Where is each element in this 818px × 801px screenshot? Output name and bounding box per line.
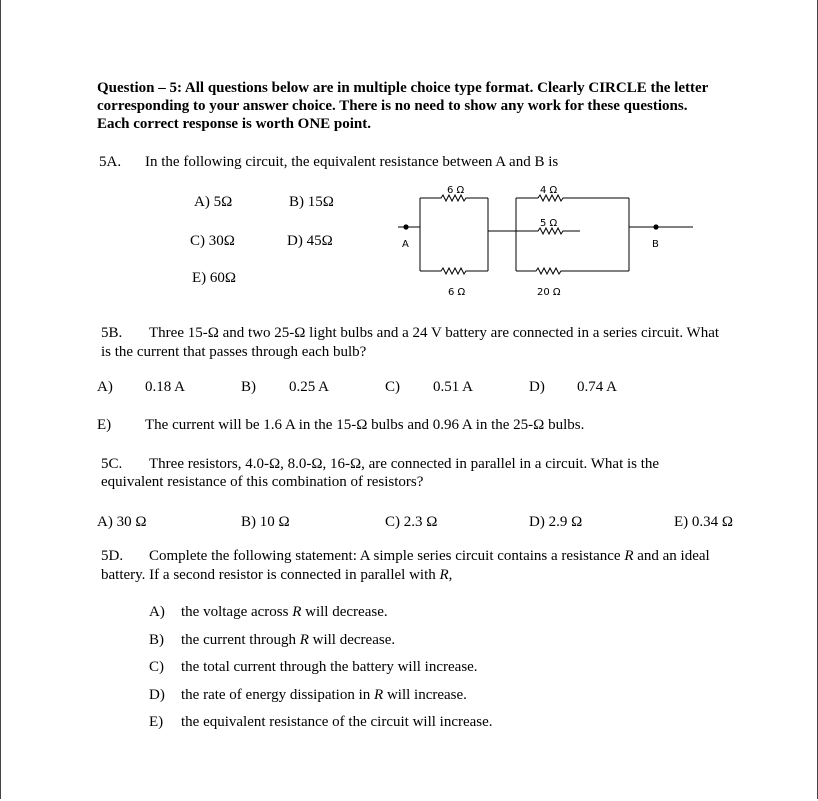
q5c-choice-e[interactable]: E) 0.34 Ω — [674, 514, 734, 530]
q5d-choice-a-text[interactable]: the voltage across R will decrease. — [181, 604, 388, 620]
label-r-top-left: 6 Ω — [447, 185, 465, 196]
var-r: R — [299, 632, 309, 648]
q5a-stem: In the following circuit, the equivalent resistance between A and B is — [145, 154, 559, 170]
resistor-top-right — [516, 195, 629, 201]
label-node-b: B — [652, 239, 659, 250]
q5d-stem-line-2: battery. If a second resistor is connected in parallel with R, — [101, 567, 453, 583]
q5a-choice-a[interactable]: A) 5Ω — [194, 194, 233, 210]
label-node-a: A — [402, 239, 409, 250]
header-line-3: Each correct response is worth ONE point. — [97, 116, 372, 132]
label-r-bottom-left: 6 Ω — [448, 287, 466, 298]
q5b-choice-a-text[interactable]: 0.18 A — [145, 379, 186, 395]
q5b-choice-e-letter[interactable]: E) — [97, 417, 112, 433]
q5b-choice-a-letter[interactable]: A) — [97, 379, 113, 395]
q5d-choice-d-letter[interactable]: D) — [149, 687, 165, 703]
q5b-number: 5B. — [101, 325, 123, 341]
var-r: R — [374, 687, 384, 703]
node-b-dot — [653, 224, 658, 229]
q5c-stem-line-2: equivalent resistance of this combination of resistors? — [101, 474, 424, 490]
q5c-number: 5C. — [101, 456, 123, 472]
q5b-stem-line-1: Three 15-Ω and two 25-Ω light bulbs and a 24 V battery are connected in a series circuit. What — [149, 325, 720, 341]
label-r-bottom-right: 20 Ω — [537, 287, 561, 298]
var-r: R — [439, 567, 449, 583]
q5a-choice-c[interactable]: C) 30Ω — [190, 233, 235, 249]
q5d-choice-b-text[interactable]: the current through R will decrease. — [181, 632, 396, 648]
q5c-choice-c[interactable]: C) 2.3 Ω — [385, 514, 438, 530]
q5d-stem-line-1: Complete the following statement: A simple series circuit contains a resistance R and an ideal — [149, 548, 710, 564]
q5c-choice-d[interactable]: D) 2.9 Ω — [529, 514, 583, 530]
var-r: R — [624, 548, 634, 564]
q5a-choice-d[interactable]: D) 45Ω — [287, 233, 333, 249]
label-r-mid-right: 5 Ω — [540, 218, 558, 229]
resistor-bottom-left — [420, 268, 488, 274]
q5b-stem-line-2: is the current that passes through each bulb? — [101, 344, 367, 360]
header-line-1: Question – 5: All questions below are in multiple choice type format. Clearly CIRCLE the letter — [97, 80, 709, 96]
node-a-dot — [403, 224, 408, 229]
q5d-choice-e-letter[interactable]: E) — [149, 714, 164, 730]
q5b-choice-b-letter[interactable]: B) — [241, 379, 256, 395]
q5a-number: 5A. — [99, 154, 122, 170]
q5a-choice-b[interactable]: B) 15Ω — [289, 194, 334, 210]
resistor-bottom-right — [516, 268, 629, 274]
q5d-choice-d-text[interactable]: the rate of energy dissipation in R will increase. — [181, 687, 467, 703]
var-r: R — [292, 604, 302, 620]
q5b-choice-c-text[interactable]: 0.51 A — [433, 379, 474, 395]
q5c-stem-line-1: Three resistors, 4.0-Ω, 8.0-Ω, 16-Ω, are connected in parallel in a circuit. What is the — [149, 456, 660, 472]
q5d-choice-a-letter[interactable]: A) — [149, 604, 165, 620]
q5b-choice-e-text[interactable]: The current will be 1.6 A in the 15-Ω bulbs and 0.96 A in the 25-Ω bulbs. — [145, 417, 585, 433]
label-r-top-right: 4 Ω — [540, 185, 558, 196]
q5d-number: 5D. — [101, 548, 124, 564]
q5d-choice-c-letter[interactable]: C) — [149, 659, 164, 675]
q5b-choice-b-text[interactable]: 0.25 A — [289, 379, 330, 395]
q5b-choice-d-letter[interactable]: D) — [529, 379, 545, 395]
q5b-choice-d-text[interactable]: 0.74 A — [577, 379, 618, 395]
q5d-choice-c-text[interactable]: the total current through the battery will increase. — [181, 659, 478, 675]
q5a-choice-e[interactable]: E) 60Ω — [192, 270, 237, 286]
q5c-choice-a[interactable]: A) 30 Ω — [97, 514, 147, 530]
q5b-choice-c-letter[interactable]: C) — [385, 379, 400, 395]
header-line-2: corresponding to your answer choice. There is no need to show any work for these questions. — [97, 98, 688, 114]
q5d-choice-e-text[interactable]: the equivalent resistance of the circuit will increase. — [181, 714, 493, 730]
q5c-choice-b[interactable]: B) 10 Ω — [241, 514, 290, 530]
q5d-choice-b-letter[interactable]: B) — [149, 632, 164, 648]
